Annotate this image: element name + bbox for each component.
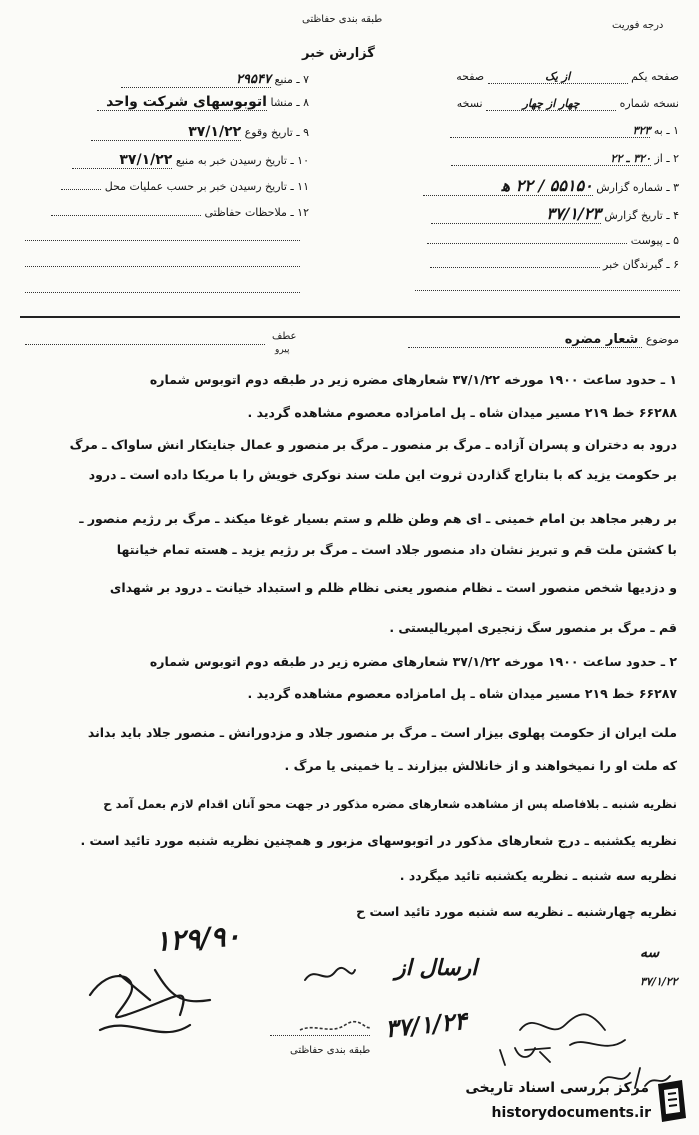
field-ops-date: ۱۱ ـ تاریخ رسیدن خبر بر حسب عملیات محل <box>61 180 309 193</box>
page-title: گزارش خبر <box>302 46 375 61</box>
footer-line <box>270 1035 370 1036</box>
field-to: ۱ ـ به ۳۲۳ <box>450 124 679 138</box>
notes-line-1 <box>25 240 300 241</box>
body-line-4: بر حکومت یزید که با بتاراج گذاردن ثروت این ملت سند نوکری خویش را با مریکا داده است ـ درود <box>88 467 677 482</box>
field-page: صفحه یکم از یک صفحه <box>456 70 679 83</box>
atf-label: عطف <box>272 331 297 342</box>
stamp-bottom <box>295 1015 375 1040</box>
watermark-text-en: historydocuments.ir <box>491 1105 651 1121</box>
field-from: ۲ ـ از ۳۲۰ ـ ۲۲ <box>451 152 679 166</box>
priority-label: درجه فوریت <box>612 20 664 31</box>
handwritten-note: ارسال از <box>395 955 478 981</box>
body-line-1: ۱ ـ حدود ساعت ۱۹۰۰ مورخه ۳۷/۱/۲۲ شعارهای مضره زیر در طبقه دوم اتوبوس شماره <box>149 372 677 387</box>
field-receipt-date: ۱۰ ـ تاریخ رسیدن خبر به منبع ۳۷/۱/۲۲ <box>72 152 309 169</box>
header-rule <box>20 316 680 318</box>
body-line-7: و دزدیها شخص منصور است ـ نظام منصور یعنی نظام ظلم و استبداد خیانت ـ درود بر شهدای <box>109 580 677 595</box>
atf-line <box>25 344 265 345</box>
field-attachment: ۵ ـ پیوست <box>427 234 679 247</box>
body-line-15: نظریه سه شنبه ـ نظریه یکشنبه تائید میگردد . <box>399 868 677 883</box>
handwritten-margin-note: سه <box>640 945 660 961</box>
field-copy: نسخه شماره چهار از چهار نسخه <box>456 97 679 110</box>
body-line-16: نظریه چهارشنبه ـ نظریه سه شنبه مورد تائید است ح <box>356 904 677 919</box>
watermark-text-fa: مرکز بررسی اسناد تاریخی <box>465 1080 649 1096</box>
body-line-6: با کشتن ملت قم و تبریز نشان داد منصور جلاد است ـ مرگ بر رژیم یزید ـ هسته تمام خیانتها <box>116 542 677 557</box>
classification-top: طبقه بندی حفاظتی <box>302 14 383 25</box>
body-line-12: که ملت او را نمیخواهند و از خانلالش بیزارند ـ یا خمینی یا مرگ . <box>284 758 677 773</box>
signature-mark-middle <box>300 960 360 990</box>
watermark-logo-icon <box>652 1078 690 1124</box>
field-occurrence-date: ۹ ـ تاریخ وقوع ۳۷/۱/۲۲ <box>91 124 309 141</box>
field-source: ۷ ـ منبع ۲۹۵۴۷ <box>121 72 309 88</box>
body-line-8: قم ـ مرگ بر منصور سگ زنجیری امپریالیستی . <box>389 620 677 635</box>
handwritten-margin-date: ۳۷/۱/۲۲ <box>640 975 678 988</box>
notes-line-2 <box>25 266 300 267</box>
peyro-label: پیرو <box>275 345 290 355</box>
field-origin: ۸ ـ منشا اتوبوسهای شرکت واحد <box>97 94 309 111</box>
field-recipients: ۶ ـ گیرندگان خبر <box>430 258 679 271</box>
body-line-2: ۶۶۲۸۸ خط ۲۱۹ مسیر میدان شاه ـ پل امامزاده معصوم مشاهده گردید . <box>247 405 677 420</box>
notes-line-3 <box>25 292 300 293</box>
subject: موضوع شعار مضره <box>408 332 679 348</box>
body-line-9: ۲ ـ حدود ساعت ۱۹۰۰ مورخه ۳۷/۱/۲۲ شعارهای مضره زیر در طبقه دوم اتوبوس شماره <box>149 654 677 669</box>
body-line-5: بر رهبر مجاهد بن امام خمینی ـ ای هم وطن ظلم و ستم بسیار غوغا میکند ـ مرگ بر رژیم منصور ـ <box>79 511 677 526</box>
signature-scribble-left <box>80 955 220 1055</box>
body-line-13: نظریه شنبه ـ بلافاصله پس از مشاهده شعارهای مضره مذکور در جهت محو آنان اقدام لازم بعمل آمد ح <box>103 797 677 811</box>
handwritten-mark-small <box>495 1040 555 1070</box>
body-line-14: نظریه یکشنبه ـ درج شعارهای مذکور در اتوبوسهای مزبور و همچنین نظریه شنبه مورد تائید است . <box>80 833 677 848</box>
handwritten-date: ۳۷/۱/۲۴ <box>383 1005 469 1044</box>
body-line-3: درود به دختران و پسران آزاده ـ مرگ بر منصور ـ مرگ بر منصور و عمال جنایتکار انش ساواک ـ مرگ <box>69 437 677 452</box>
recipients-line <box>415 290 680 291</box>
handwritten-number: ۱۲۹/۹۰ <box>153 919 242 958</box>
body-line-11: ملت ایران از حکومت پهلوی بیزار است ـ مرگ بر منصور جلاد و مزدورانش ـ منصور جلاد باید بداند <box>87 725 677 740</box>
body-line-10: ۶۶۲۸۷ خط ۲۱۹ مسیر میدان شاه ـ پل امامزاده معصوم مشاهده گردید . <box>247 686 677 701</box>
field-report-date: ۴ ـ تاریخ گزارش ۳۷/۱/۲۳ <box>431 204 679 224</box>
field-security-notes: ۱۲ ـ ملاحظات حفاظتی <box>51 206 309 219</box>
field-report-number: ۳ ـ شماره گزارش ۵۵۱۵۰ / ۲۲ ه‍ <box>423 176 679 196</box>
classification-bottom: طبقه بندی حفاظتی <box>290 1045 371 1056</box>
